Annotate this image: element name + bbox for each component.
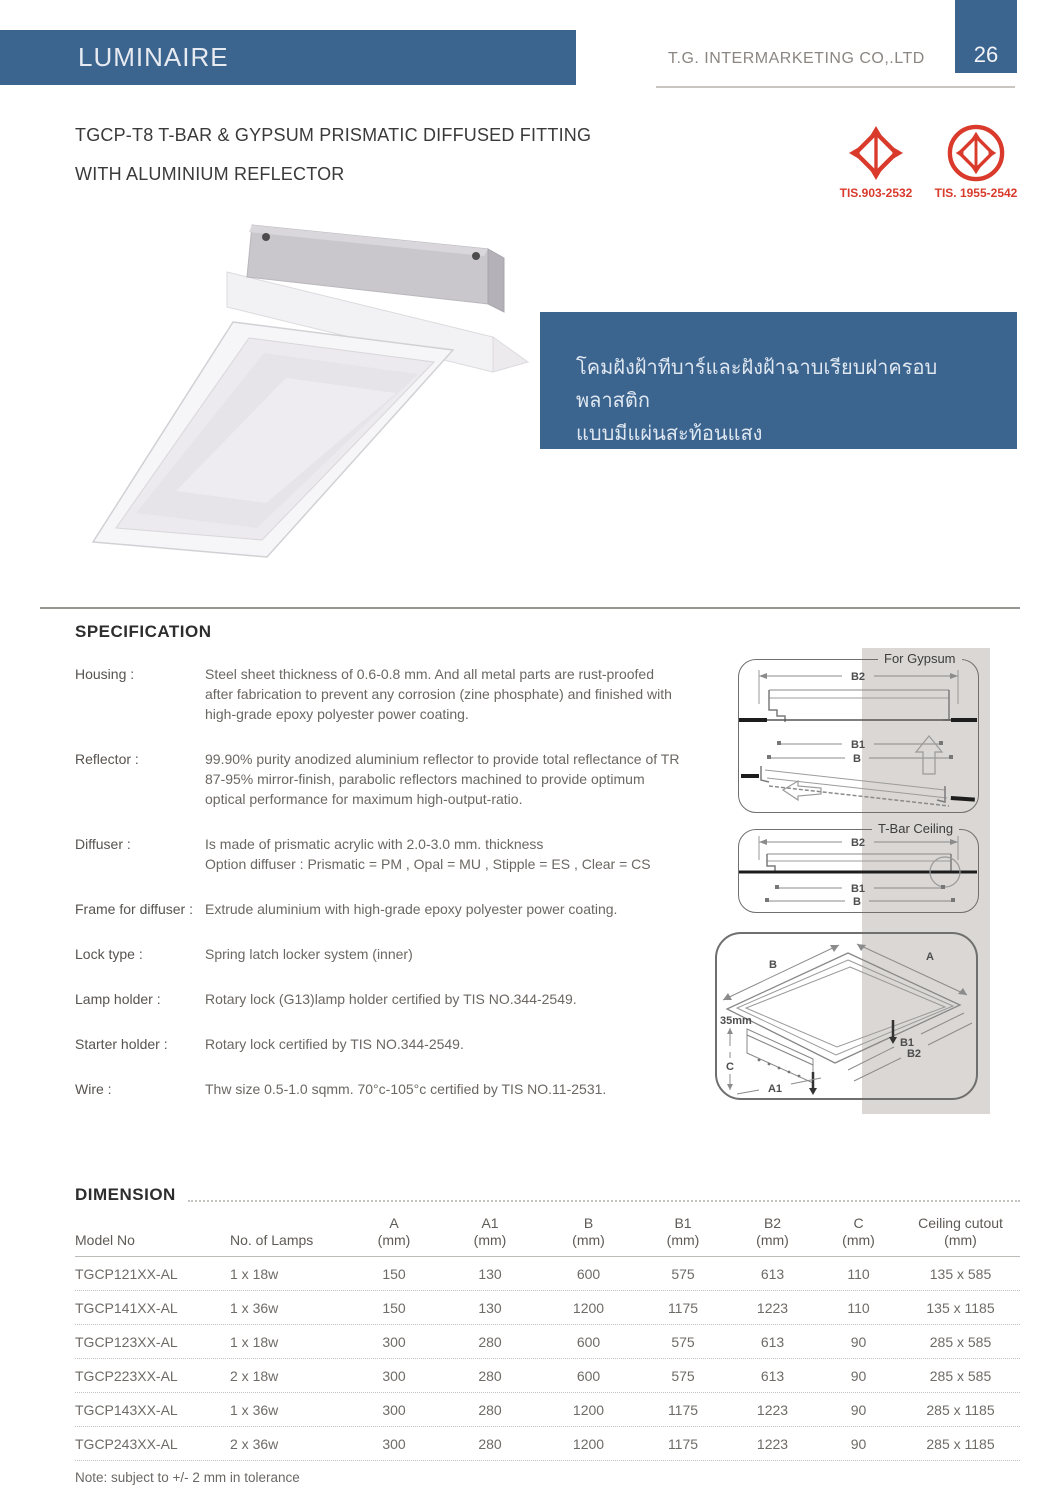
column-header: Model No xyxy=(75,1232,135,1248)
dimension-header-row xyxy=(75,1215,1020,1257)
header-rule xyxy=(656,86,1015,88)
table-row xyxy=(75,1325,1020,1359)
tis-cert-label: TIS.903-2532 xyxy=(839,186,913,200)
tolerance-note: Note: subject to +/- 2 mm in tolerance xyxy=(75,1470,300,1485)
svg-text:B2: B2 xyxy=(850,837,866,849)
tis-cert-2 xyxy=(930,124,1022,200)
dimension-section xyxy=(75,1185,1020,1485)
table-cell: 150 xyxy=(382,1299,406,1316)
table-cell: 130 xyxy=(478,1299,502,1316)
tbar-diagram-title: T-Bar Ceiling xyxy=(872,821,959,836)
spec-label: Wire : xyxy=(75,1081,112,1097)
table-cell: 575 xyxy=(671,1333,695,1350)
svg-text:B2: B2 xyxy=(850,671,866,683)
table-cell: 1 x 18w xyxy=(230,1333,279,1350)
spec-label: Housing : xyxy=(75,666,135,682)
table-cell: 1223 xyxy=(756,1435,789,1452)
table-cell: 300 xyxy=(382,1401,406,1418)
table-cell: TGCP223XX-AL xyxy=(75,1367,178,1384)
table-cell: 613 xyxy=(760,1333,785,1350)
tbar-diagram xyxy=(738,829,979,913)
page-number-box xyxy=(955,0,1017,73)
spec-label: Frame for diffuser : xyxy=(75,901,194,917)
spec-label: Lock type : xyxy=(75,946,143,962)
tis-circle-icon xyxy=(947,124,1005,182)
spec-row xyxy=(75,989,707,1009)
spec-text: Extrude aluminium with high-grade epoxy polyester power coating. xyxy=(205,901,618,917)
table-cell: 1200 xyxy=(572,1435,605,1452)
specification-section xyxy=(75,622,707,1124)
dimension-body xyxy=(75,1257,1020,1461)
svg-text:B: B xyxy=(769,959,777,971)
table-cell: 135 x 585 xyxy=(929,1265,992,1282)
column-header: C (mm) xyxy=(842,1215,875,1248)
product-title-line1: TGCP-T8 T-BAR & GYPSUM PRISMATIC DIFFUSED FITTING xyxy=(75,125,592,145)
table-cell: 2 x 36w xyxy=(230,1435,279,1452)
installation-diagrams xyxy=(700,640,1022,1118)
table-cell: 613 xyxy=(760,1367,785,1384)
table-cell: 130 xyxy=(478,1265,502,1282)
table-cell: 575 xyxy=(671,1367,695,1384)
spec-row xyxy=(75,834,707,874)
table-cell: 110 xyxy=(847,1265,870,1282)
spec-label: Starter holder : xyxy=(75,1036,168,1052)
spec-label: Diffuser : xyxy=(75,836,131,852)
svg-text:B2: B2 xyxy=(906,1048,922,1060)
dotted-rule xyxy=(188,1200,1020,1202)
svg-text:B1: B1 xyxy=(850,883,866,895)
svg-text:B: B xyxy=(853,896,861,908)
table-cell: 300 xyxy=(382,1435,406,1452)
table-cell: 110 xyxy=(847,1299,870,1316)
section-banner xyxy=(0,30,576,85)
spec-rows xyxy=(75,664,707,1099)
table-cell: 600 xyxy=(576,1265,601,1282)
spec-row xyxy=(75,1034,707,1054)
gypsum-diagram-title: For Gypsum xyxy=(878,651,962,666)
spec-text: Rotary lock certified by TIS NO.344-2549. xyxy=(205,1036,464,1052)
table-cell: 90 xyxy=(850,1367,867,1384)
table-cell: 1 x 36w xyxy=(230,1299,279,1316)
table-cell: TGCP141XX-AL xyxy=(75,1299,178,1316)
spec-label: Lamp holder : xyxy=(75,991,161,1007)
table-cell: 1200 xyxy=(572,1299,605,1316)
svg-text:C: C xyxy=(726,1061,734,1073)
table-row xyxy=(75,1291,1020,1325)
table-cell: 285 x 585 xyxy=(929,1367,992,1384)
table-cell: TGCP121XX-AL xyxy=(75,1265,178,1282)
table-cell: 1175 xyxy=(667,1435,699,1452)
table-cell: 575 xyxy=(671,1265,695,1282)
spec-row xyxy=(75,749,707,809)
dimension-heading: DIMENSION xyxy=(75,1185,176,1204)
table-cell: 1175 xyxy=(667,1401,699,1418)
company-name: T.G. INTERMARKETING CO,.LTD xyxy=(668,50,925,67)
table-cell: 285 x 1185 xyxy=(926,1435,995,1452)
product-title xyxy=(75,116,655,194)
table-cell: 280 xyxy=(478,1367,502,1384)
table-cell: 1 x 18w xyxy=(230,1265,279,1282)
table-cell: 300 xyxy=(382,1367,406,1384)
table-cell: 285 x 585 xyxy=(929,1333,992,1350)
spec-text: Spring latch locker system (inner) xyxy=(205,946,413,962)
tis-cert-1 xyxy=(830,124,922,200)
svg-text:B: B xyxy=(853,753,861,765)
table-row xyxy=(75,1359,1020,1393)
column-header: No. of Lamps xyxy=(230,1232,314,1248)
table-cell: 90 xyxy=(850,1401,867,1418)
table-cell: 280 xyxy=(478,1435,502,1452)
table-row xyxy=(75,1393,1020,1427)
table-cell: 285 x 1185 xyxy=(926,1401,995,1418)
tis-cert-label: TIS. 1955-2542 xyxy=(934,186,1018,200)
tis-diamond-icon xyxy=(849,124,903,182)
column-header: B1 (mm) xyxy=(666,1215,700,1248)
table-cell: 600 xyxy=(576,1367,601,1384)
svg-text:B1: B1 xyxy=(850,739,866,751)
column-header: B2 (mm) xyxy=(756,1215,789,1248)
section-divider xyxy=(40,607,1020,609)
product-title-line2: WITH ALUMINIUM REFLECTOR xyxy=(75,164,345,184)
table-cell: 300 xyxy=(382,1333,406,1350)
thai-line1: โคมฝังฝ้าทีบาร์และฝังฝ้าฉาบเรียบฝาครอบพลาสติก xyxy=(576,357,938,412)
table-cell: 150 xyxy=(382,1265,406,1282)
spec-text: 99.90% purity anodized aluminium reflector to provide total reflectance of TR 87-95% mirror-finish, parabolic reflectors machined to provide optimum optical performance for maximum high-output-ratio. xyxy=(205,751,680,807)
spec-text: Thw size 0.5-1.0 sqmm. 70°c-105°c certified by TIS NO.11-2531. xyxy=(205,1081,607,1097)
table-cell: 1223 xyxy=(756,1401,789,1418)
thai-line2: แบบมีแผ่นสะท้อนแสง xyxy=(576,423,763,445)
thai-description-box xyxy=(540,312,1017,449)
spec-label: Reflector : xyxy=(75,751,139,767)
spec-text: Rotary lock (G13)lamp holder certified by TIS NO.344-2549. xyxy=(205,991,577,1007)
table-cell: TGCP143XX-AL xyxy=(75,1401,178,1418)
section-title: LUMINAIRE xyxy=(78,42,229,72)
table-cell: 2 x 18w xyxy=(230,1367,279,1384)
table-cell: 90 xyxy=(850,1435,867,1452)
table-cell: 280 xyxy=(478,1333,502,1350)
svg-text:B1: B1 xyxy=(899,1037,915,1049)
table-cell: 600 xyxy=(576,1333,601,1350)
table-row xyxy=(75,1427,1020,1461)
table-cell: TGCP123XX-AL xyxy=(75,1333,178,1350)
specification-heading: SPECIFICATION xyxy=(75,622,212,641)
isometric-diagram xyxy=(715,932,978,1100)
svg-text:A: A xyxy=(926,951,934,963)
table-cell: 613 xyxy=(760,1265,785,1282)
spec-row xyxy=(75,664,707,724)
table-cell: 90 xyxy=(850,1333,867,1350)
certification-marks xyxy=(830,124,1022,200)
table-cell: 280 xyxy=(478,1401,502,1418)
gypsum-diagram xyxy=(738,659,979,813)
dimension-heading-row xyxy=(75,1185,1020,1205)
table-cell: 1 x 36w xyxy=(230,1401,279,1418)
svg-text:35mm: 35mm xyxy=(720,1015,752,1027)
column-header: Ceiling cutout (mm) xyxy=(918,1215,1003,1248)
spec-row xyxy=(75,944,707,964)
column-header: A (mm) xyxy=(377,1215,411,1248)
table-row xyxy=(75,1257,1020,1291)
spec-row xyxy=(75,899,707,919)
table-cell: 1175 xyxy=(667,1299,699,1316)
spec-text: Is made of prismatic acrylic with 2.0-3.0 mm. thickness Option diffuser : Prismatic = PM , Opal = MU , Stipple = ES , Clear = CS xyxy=(205,836,651,872)
svg-text:A1: A1 xyxy=(767,1083,783,1095)
table-cell: 1200 xyxy=(572,1401,605,1418)
page-number: 26 xyxy=(973,42,999,67)
table-cell: 135 x 1185 xyxy=(926,1299,995,1316)
spec-text: Steel sheet thickness of 0.6-0.8 mm. And all metal parts are rust-proofed after fabrication to prevent any corrosion (zine phosphate) and finished with high-grade epoxy polyester power coating. xyxy=(205,666,672,722)
table-cell: 1223 xyxy=(756,1299,789,1316)
table-cell: TGCP243XX-AL xyxy=(75,1435,178,1452)
spec-row xyxy=(75,1079,707,1099)
column-header: A1 (mm) xyxy=(473,1215,507,1248)
column-header: B (mm) xyxy=(572,1215,605,1248)
product-photo xyxy=(60,212,540,590)
